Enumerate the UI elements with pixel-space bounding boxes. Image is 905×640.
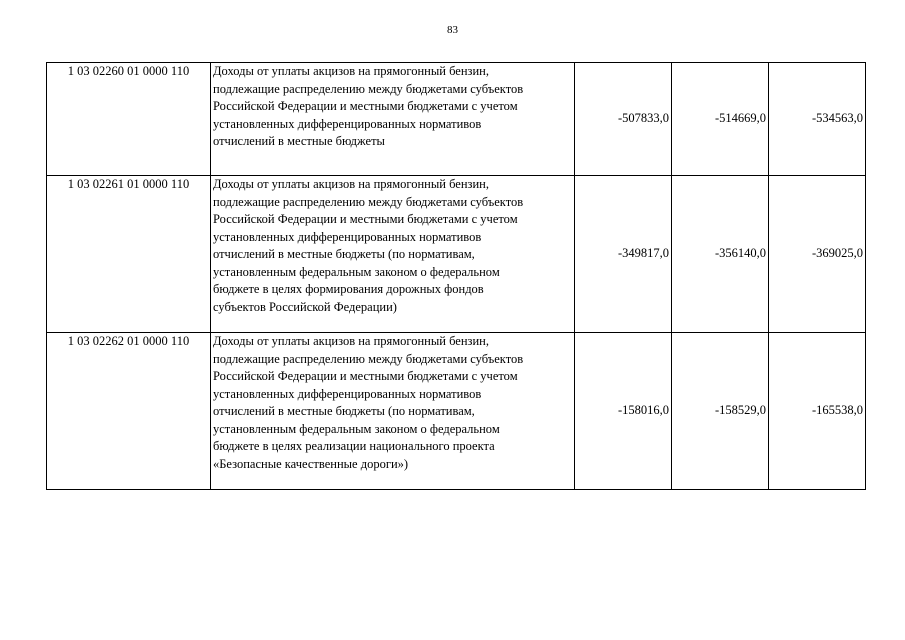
description-line: подлежащие распределению между бюджетами субъектов xyxy=(213,81,524,96)
description-line: установленным федеральным законом о федеральном xyxy=(213,264,500,279)
budget-table xyxy=(46,62,866,490)
budget-code-cell: 1 03 02262 01 0000 110 xyxy=(47,333,211,490)
description-cell xyxy=(211,333,575,490)
description-line: подлежащие распределению между бюджетами субъектов xyxy=(213,351,524,366)
description-line: бюджете в целях реализации национального проекта xyxy=(213,439,495,453)
description-line: отчислений в местные бюджеты (по нормативам, xyxy=(213,247,475,261)
description-line: установленных дифференцированных нормативов xyxy=(213,229,482,244)
value-cell-year-1: -158016,0 xyxy=(575,333,672,490)
description-line: бюджете в целях формирования дорожных фондов xyxy=(213,282,484,296)
page-number: 83 xyxy=(447,24,458,36)
description-line: подлежащие распределению между бюджетами субъектов xyxy=(213,194,524,209)
description-line: установленным федеральным законом о федеральном xyxy=(213,421,500,436)
table-row xyxy=(47,63,866,176)
value-cell-year-3: -369025,0 xyxy=(769,176,866,333)
description-line: Российской Федерации и местными бюджетами с учетом xyxy=(213,369,518,383)
value-cell-year-3: -534563,0 xyxy=(769,63,866,176)
description-line: отчислений в местные бюджеты (по нормативам, xyxy=(213,404,475,418)
description-cell xyxy=(211,176,575,333)
description-line: Российской Федерации и местными бюджетами с учетом xyxy=(213,212,518,226)
value-cell-year-2: -514669,0 xyxy=(672,63,769,176)
value-cell-year-2: -356140,0 xyxy=(672,176,769,333)
description-line: установленных дифференцированных нормативов xyxy=(213,386,482,401)
description-cell xyxy=(211,63,575,176)
value-cell-year-2: -158529,0 xyxy=(672,333,769,490)
description-line: отчислений в местные бюджеты xyxy=(213,134,385,148)
description-line: установленных дифференцированных нормативов xyxy=(213,116,482,131)
description-line: субъектов Российской Федерации) xyxy=(213,299,397,314)
description-line: Доходы от уплаты акцизов на прямогонный бензин, xyxy=(213,334,489,348)
description-line: «Безопасные качественные дороги») xyxy=(213,456,409,471)
description-line: Доходы от уплаты акцизов на прямогонный бензин, xyxy=(213,64,489,78)
budget-code-cell: 1 03 02261 01 0000 110 xyxy=(47,176,211,333)
description-line: Российской Федерации и местными бюджетами с учетом xyxy=(213,99,518,113)
value-cell-year-1: -349817,0 xyxy=(575,176,672,333)
table-row xyxy=(47,176,866,333)
description-line: Доходы от уплаты акцизов на прямогонный бензин, xyxy=(213,177,489,191)
budget-code-cell: 1 03 02260 01 0000 110 xyxy=(47,63,211,176)
table-row xyxy=(47,333,866,490)
value-cell-year-3: -165538,0 xyxy=(769,333,866,490)
value-cell-year-1: -507833,0 xyxy=(575,63,672,176)
